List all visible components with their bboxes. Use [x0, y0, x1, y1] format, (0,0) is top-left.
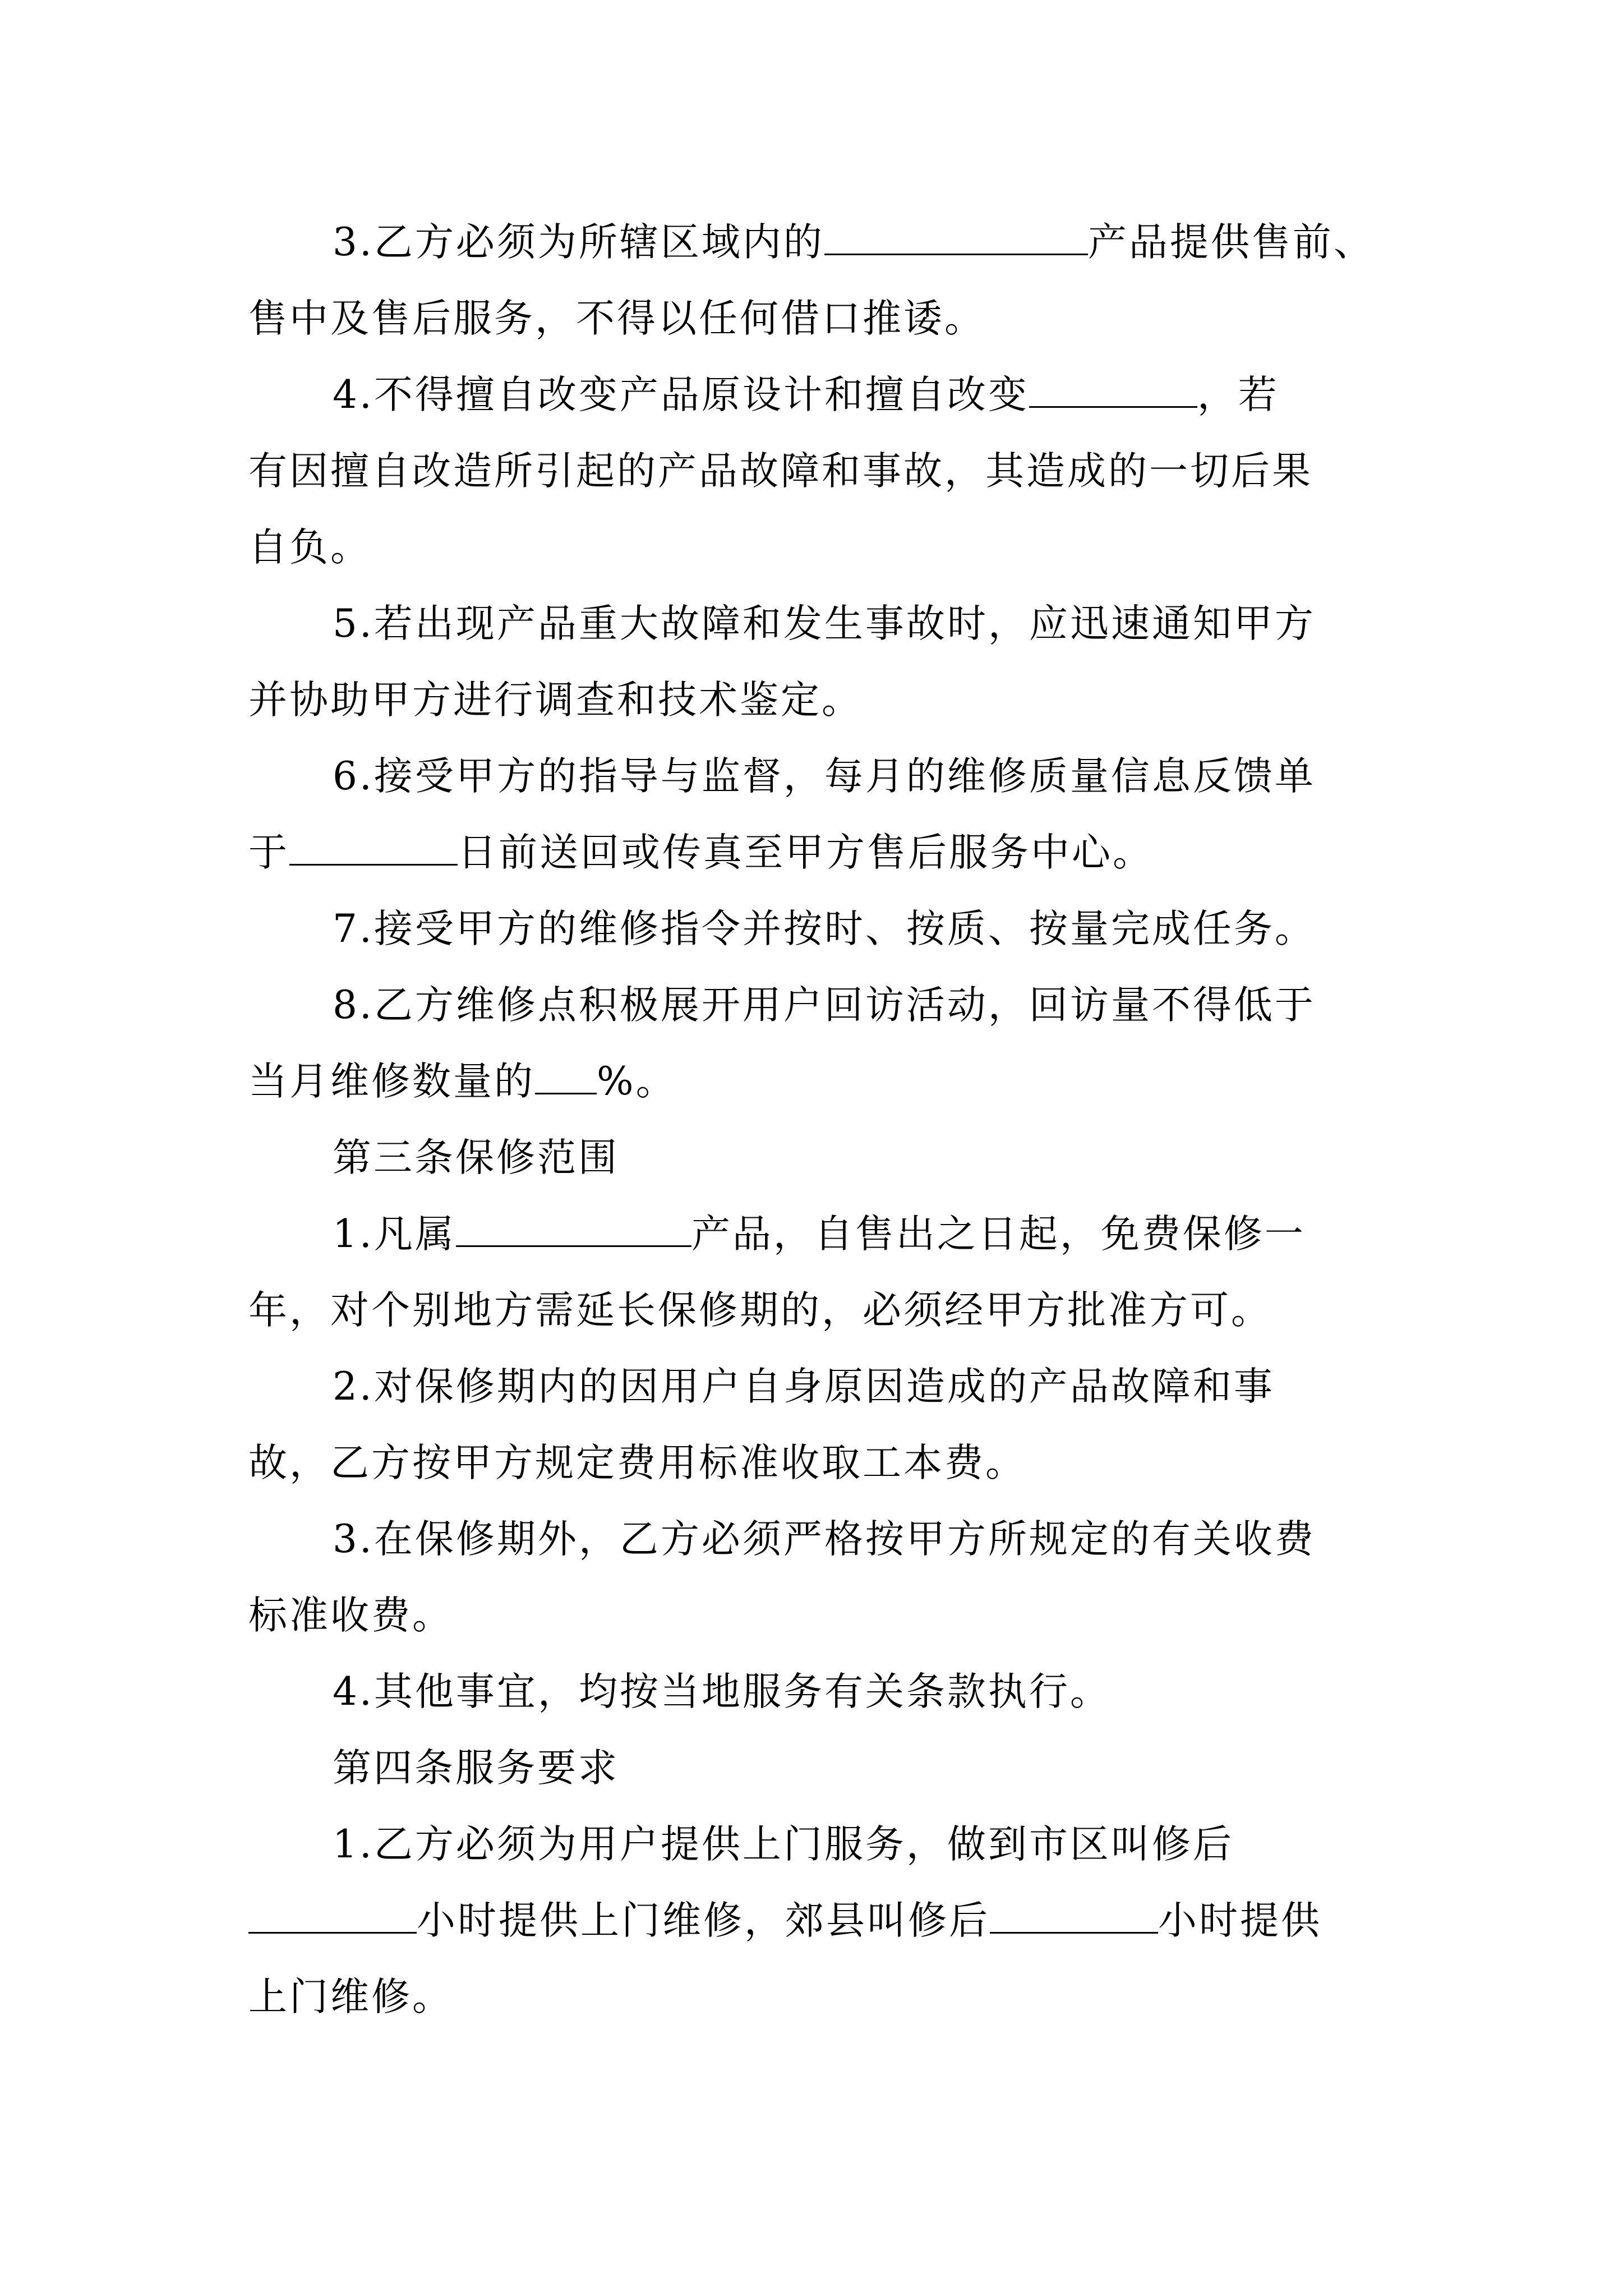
paragraph-line: 1.凡属 产品，自售出之日起，免费保修一: [333, 1212, 1306, 1257]
document-body: [248, 204, 1387, 2035]
paragraph-line: 3.在保修期外，乙方必须严格按甲方所规定的有关收费: [333, 1517, 1316, 1562]
fill-in-blank: [990, 1898, 1158, 1934]
paragraph-line: 1.乙方必须为用户提供上门服务，做到市区叫修后: [333, 1822, 1234, 1867]
paragraph-line: 当月维修数量的 %。: [248, 1059, 677, 1104]
fill-in-blank: [535, 1059, 597, 1094]
paragraph-line: 售中及售后服务，不得以任何借口推诿。: [248, 296, 985, 341]
paragraph-line: 年，对个别地方需延长保修期的，必须经甲方批准方可。: [248, 1288, 1272, 1333]
fill-in-blank: [456, 1212, 691, 1247]
paragraph-line: 上门维修。: [248, 1975, 453, 2019]
fill-in-blank: [248, 1898, 417, 1934]
paragraph-line: 7.接受甲方的维修指令并按时、按质、按量完成任务。: [333, 907, 1316, 951]
paragraph-line: 有因擅自改造所引起的产品故障和事故，其造成的一切后果: [248, 449, 1313, 494]
fill-in-blank: [1029, 372, 1197, 408]
paragraph-line: 小时提供上门维修，郊县叫修后 小时提供: [248, 1883, 1387, 1959]
paragraph-line: 并协助甲方进行调查和技术鉴定。: [248, 678, 863, 723]
paragraph-line: 于 日前送回或传真至甲方售后服务中心。: [248, 830, 1154, 875]
fill-in-blank: [289, 830, 458, 866]
paragraph-line: 3.乙方必须为所辖区域内的 产品提供售前、: [333, 220, 1375, 265]
paragraph-line: 自负。: [248, 525, 371, 570]
paragraph-line: 2.对保修期内的因用户自身原因造成的产品故障和事: [333, 1364, 1275, 1409]
paragraph-line: 5.若出现产品重大故障和发生事故时，应迅速通知甲方: [333, 601, 1316, 646]
fill-in-blank: [824, 220, 1088, 255]
section-heading: 第三条保修范围: [333, 1135, 619, 1180]
paragraph-line: 6.接受甲方的指导与监督，每月的维修质量信息反馈单: [333, 754, 1316, 799]
paragraph-line: 4.其他事宜，均按当地服务有关条款执行。: [333, 1669, 1111, 1714]
paragraph-line: 故，乙方按甲方规定费用标准收取工本费。: [248, 1441, 1026, 1485]
paragraph-line: 8.乙方维修点积极展开用户回访活动，回访量不得低于: [333, 983, 1316, 1028]
paragraph-line: 标准收费。: [248, 1593, 453, 1638]
paragraph-line: 4.不得擅自改变产品原设计和擅自改变 ，若: [333, 372, 1279, 417]
section-heading: 第四条服务要求: [333, 1746, 619, 1791]
